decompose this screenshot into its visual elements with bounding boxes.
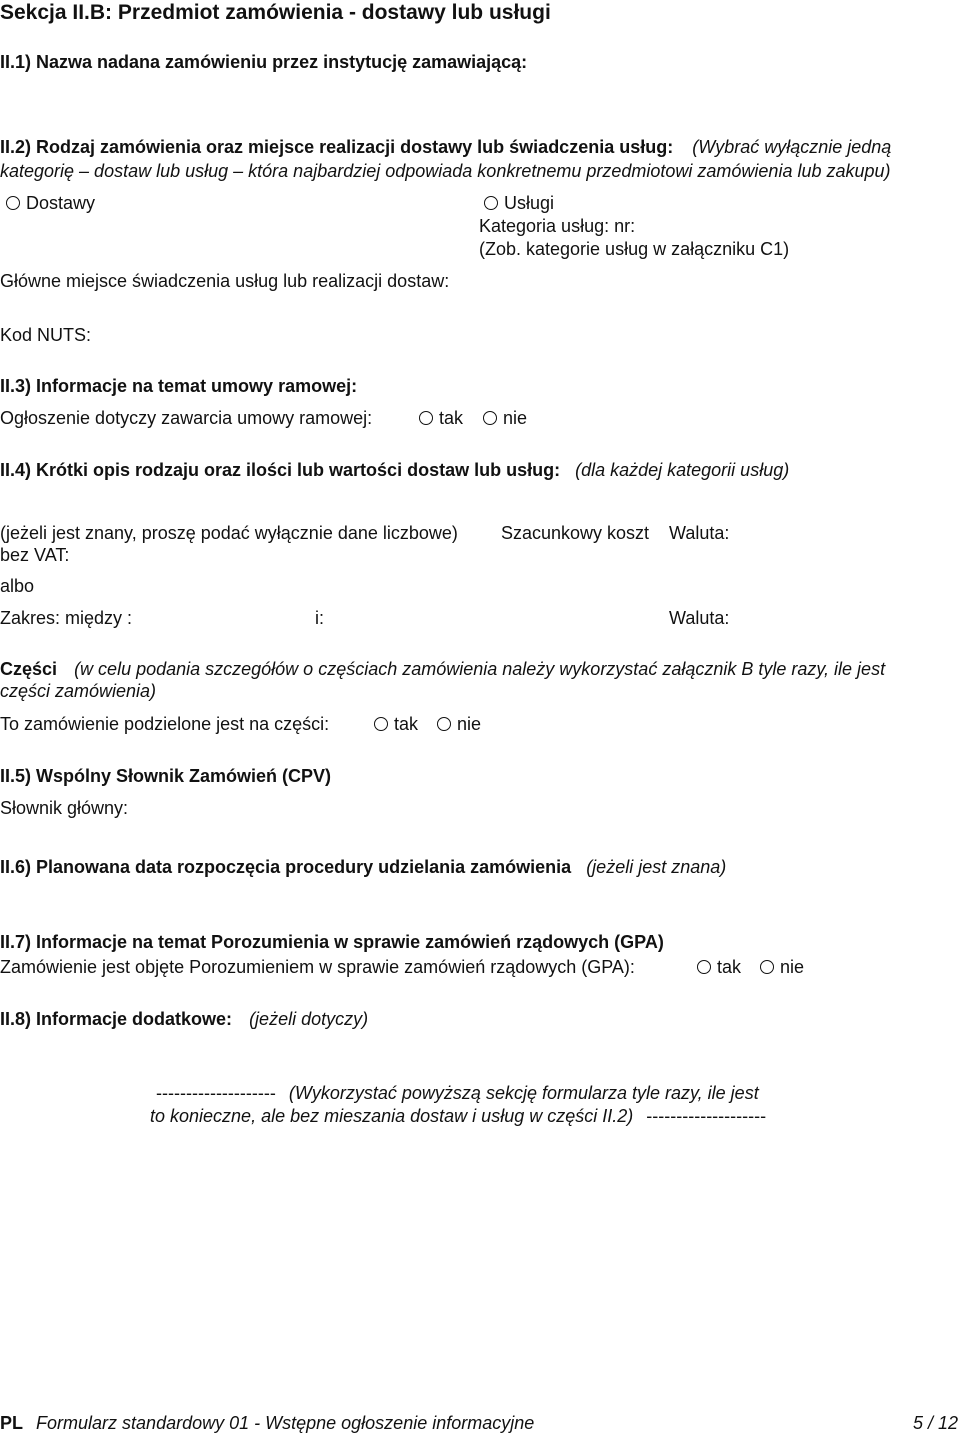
radio-parts-no-icon[interactable]	[437, 717, 451, 731]
ii8-heading-line	[0, 1009, 368, 1031]
option-uslugi[interactable]	[484, 193, 554, 215]
ii7-no-label: nie	[780, 957, 805, 977]
ii4-without-vat: bez VAT:	[0, 545, 70, 565]
ii3-option-no[interactable]	[483, 408, 527, 430]
parts-no-label: nie	[457, 714, 482, 734]
ii4-heading-line	[0, 460, 789, 482]
ii7-question: Zamówienie jest objęte Porozumieniem w sprawie zamówień rządowych (GPA):	[0, 957, 635, 977]
ii2-note-part1: (Wybrać wyłącznie jedną	[692, 137, 892, 157]
ii7-option-yes[interactable]	[697, 957, 741, 979]
closing-text-1: (Wykorzystać powyższą sekcję formularza tyle razy, ile jest	[288, 1083, 759, 1103]
radio-uslugi-icon[interactable]	[484, 196, 498, 210]
closing-text-2: to konieczne, ale bez mieszania dostaw i usług w części II.2)	[150, 1106, 634, 1126]
parts-question: To zamówienie podzielone jest na części:	[0, 714, 330, 734]
parts-option-no[interactable]	[437, 714, 481, 736]
ii3-option-yes[interactable]	[419, 408, 463, 430]
ii3-no-label: nie	[503, 408, 528, 428]
ii8-heading: II.8) Informacje dodatkowe:	[0, 1009, 233, 1029]
ii7-option-no[interactable]	[760, 957, 804, 979]
ii3-heading: II.3) Informacje na temat umowy ramowej:	[0, 376, 358, 396]
footer-page-number: 5 / 12	[912, 1413, 958, 1433]
option-uslugi-label: Usługi	[504, 193, 555, 213]
ii4-currency: Waluta:	[669, 523, 730, 543]
ii6-heading-line	[0, 857, 726, 879]
category-note: (Zob. kategorie usług w załączniku C1)	[479, 239, 790, 259]
place-label: Główne miejsce świadczenia usług lub realizacji dostaw:	[0, 271, 450, 291]
nuts-label: Kod NUTS:	[0, 325, 92, 345]
radio-ii3-yes-icon[interactable]	[419, 411, 433, 425]
closing-dashes-left: --------------------	[156, 1083, 276, 1103]
closing-line-2	[150, 1106, 766, 1128]
ii2-heading-line	[0, 137, 891, 159]
footer-form-name: Formularz standardowy 01 - Wstępne ogłoszenie informacyjne	[36, 1413, 535, 1433]
ii7-heading: II.7) Informacje na temat Porozumienia w sprawie zamówień rządowych (GPA)	[0, 932, 664, 952]
parts-yes-label: tak	[394, 714, 419, 734]
parts-heading: Części	[0, 659, 58, 679]
radio-ii7-yes-icon[interactable]	[697, 960, 711, 974]
ii5-heading: II.5) Wspólny Słownik Zamówień (CPV)	[0, 766, 332, 786]
ii4-heading: II.4) Krótki opis rodzaju oraz ilości lub wartości dostaw lub usług:	[0, 460, 561, 480]
ii4-numeric-note: (jeżeli jest znany, proszę podać wyłącznie dane liczbowe)	[0, 523, 458, 543]
radio-ii7-no-icon[interactable]	[760, 960, 774, 974]
footer-left	[0, 1413, 534, 1435]
ii4-range-label: Zakres: między :	[0, 608, 133, 628]
ii4-note: (dla każdej kategorii usług)	[575, 460, 790, 480]
parts-note-part2: części zamówienia)	[0, 681, 157, 701]
closing-line-1	[156, 1083, 759, 1105]
footer-lang: PL	[0, 1413, 24, 1433]
ii3-question: Ogłoszenie dotyczy zawarcia umowy ramowej:	[0, 408, 373, 428]
radio-parts-yes-icon[interactable]	[374, 717, 388, 731]
ii4-estimated-cost: Szacunkowy koszt	[501, 523, 650, 543]
closing-dashes-right: --------------------	[646, 1106, 767, 1126]
ii7-yes-label: tak	[717, 957, 742, 977]
ii1-heading: II.1) Nazwa nadana zamówieniu przez instytucję zamawiającą:	[0, 52, 528, 72]
parts-option-yes[interactable]	[374, 714, 418, 736]
ii6-heading: II.6) Planowana data rozpoczęcia procedury udzielania zamówienia	[0, 857, 572, 877]
ii4-range-and: i:	[315, 608, 324, 628]
parts-heading-line	[0, 659, 885, 681]
ii4-or: albo	[0, 576, 35, 596]
ii8-note: (jeżeli dotyczy)	[249, 1009, 369, 1029]
radio-ii3-no-icon[interactable]	[483, 411, 497, 425]
ii2-heading: II.2) Rodzaj zamówienia oraz miejsce realizacji dostawy lub świadczenia usług:	[0, 137, 674, 157]
ii3-yes-label: tak	[439, 408, 464, 428]
category-label: Kategoria usług: nr:	[479, 216, 636, 236]
ii5-main-vocab: Słownik główny:	[0, 798, 129, 818]
ii2-note-part2: kategorię – dostaw lub usług – która najbardziej odpowiada konkretnemu przedmiotowi zamówienia lub zakupu)	[0, 161, 891, 181]
ii6-note: (jeżeli jest znana)	[586, 857, 727, 877]
radio-dostawy-icon[interactable]	[6, 196, 20, 210]
option-dostawy-label: Dostawy	[26, 193, 96, 213]
ii4-range-currency: Waluta:	[669, 608, 730, 628]
option-dostawy[interactable]	[6, 193, 95, 215]
parts-note-part1: (w celu podania szczegółów o częściach zamówienia należy wykorzystać załącznik B tyle razy, ile jest	[74, 659, 886, 679]
section-title: Sekcja II.B: Przedmiot zamówienia - dostawy lub usługi	[0, 1, 551, 24]
